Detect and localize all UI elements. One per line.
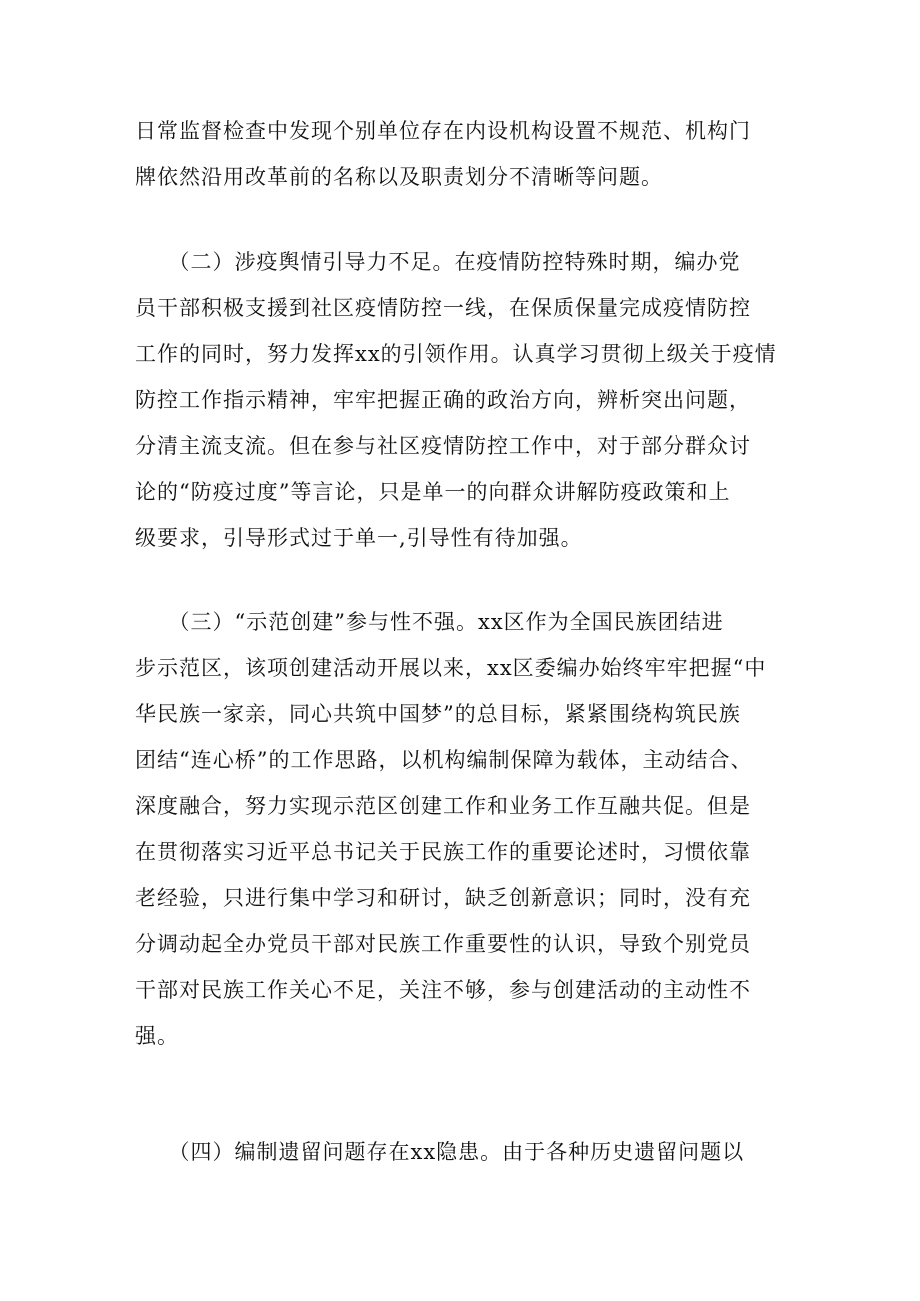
paragraph-2 bbox=[135, 239, 800, 561]
paragraph-line: 论的“防疫过度”等言论，只是单一的向群众讲解防疫政策和上 bbox=[135, 480, 731, 504]
paragraph-line: 在贯彻落实习近平总书记关于民族工作的重要论述时，习惯依靠 bbox=[135, 840, 751, 864]
paragraph-line: 深度融合，努力实现示范区创建工作和业务工作互融共促。但是 bbox=[135, 794, 751, 818]
paragraph-line: （三）“示范创建”参与性不强。xx区作为全国民族团结进 bbox=[135, 610, 724, 634]
paragraph-line: 分调动起全办党员干部对民族工作重要性的认识，导致个别党员 bbox=[135, 932, 751, 956]
paragraph-line: 干部对民族工作关心不足，关注不够，参与创建活动的主动性不 bbox=[135, 978, 751, 1002]
paragraph-line: 华民族一家亲，同心共筑中国梦”的总目标，紧紧围绕构筑民族 bbox=[135, 702, 741, 726]
paragraph-line: 牌依然沿用改革前的名称以及职责划分不清晰等问题。 bbox=[135, 165, 663, 189]
paragraph-line: 员干部积极支援到社区疫情防控一线，在保质保量完成疫情防控 bbox=[135, 296, 751, 320]
paragraph-line: 团结“连心桥”的工作思路，以机构编制保障为载体，主动结合、 bbox=[135, 748, 753, 772]
paragraph-4 bbox=[135, 1129, 800, 1175]
paragraph-1 bbox=[135, 108, 800, 200]
paragraph-line: 步示范区，该项创建活动开展以来，xx区委编办始终牢牢把握“中 bbox=[135, 656, 767, 680]
paragraph-line: （二）涉疫舆情引导力不足。在疫情防控特殊时期，编办党 bbox=[135, 250, 741, 274]
paragraph-line: 强。 bbox=[135, 1024, 179, 1048]
paragraph-line: 日常监督检查中发现个别单位存在内设机构设置不规范、机构门 bbox=[135, 119, 751, 143]
paragraph-line: 工作的同时，努力发挥xx的引领作用。认真学习贯彻上级关于疫情 bbox=[135, 342, 777, 366]
paragraph-line: 老经验，只进行集中学习和研讨，缺乏创新意识；同时，没有充 bbox=[135, 886, 751, 910]
paragraph-line: （四）编制遗留问题存在xx隐患。由于各种历史遗留问题以 bbox=[135, 1140, 745, 1164]
paragraph-line: 防控工作指示精神，牢牢把握正确的政治方向，辨析突出问题， bbox=[135, 388, 751, 412]
paragraph-line: 分清主流支流。但在参与社区疫情防控工作中，对于部分群众讨 bbox=[135, 434, 751, 458]
paragraph-3 bbox=[135, 599, 800, 1059]
paragraph-line: 级要求，引导形式过于单一,引导性有待加强。 bbox=[135, 526, 583, 550]
